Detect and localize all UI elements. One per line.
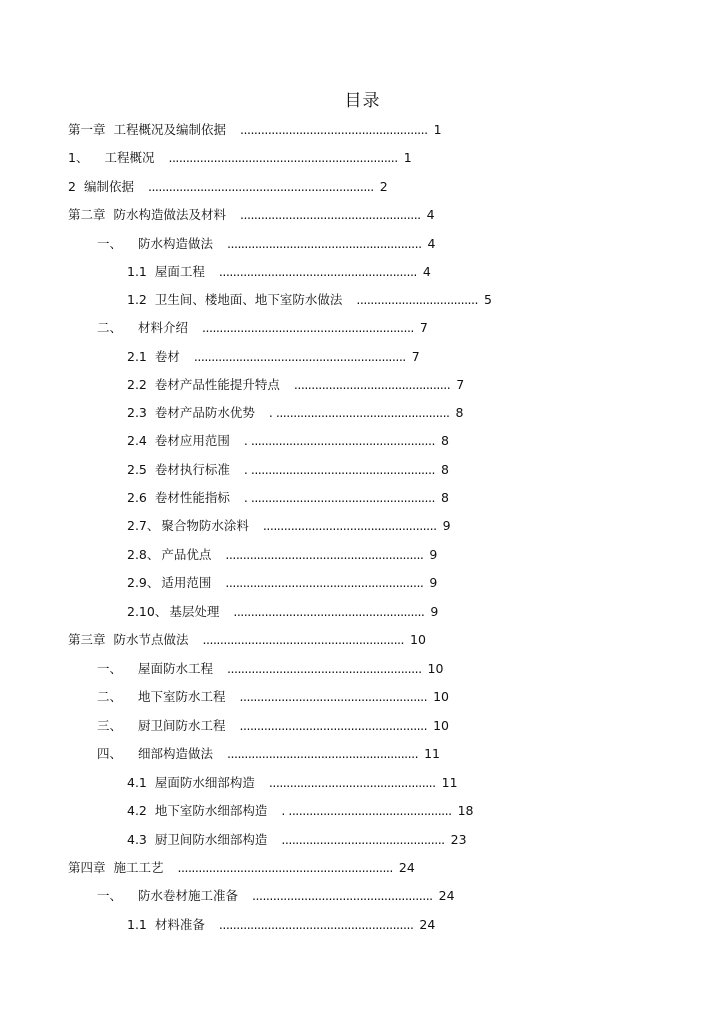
toc-leader-dots: ................................... xyxy=(356,292,478,307)
toc-entry-page: 5 xyxy=(483,292,492,307)
toc-entry-text: 厨卫间防水细部构造 xyxy=(154,832,268,847)
toc-entry-page: 11 xyxy=(424,746,440,761)
toc-entry-text: 施工工艺 xyxy=(113,860,164,875)
toc-entry-text: 工程概况及编制依据 xyxy=(113,122,227,137)
toc-leader-dots: ................................................ xyxy=(268,775,436,790)
toc-entry[interactable] xyxy=(127,518,451,534)
toc-leader-dots: . ..................................................... xyxy=(243,490,435,505)
toc-entry-label: 第四章 xyxy=(68,860,106,875)
toc-entry-text: 卷材产品性能提升特点 xyxy=(154,377,280,392)
toc-leader-dots: ............................................................. xyxy=(193,349,406,364)
toc-entry-label: 2.2 xyxy=(127,377,147,392)
toc-leader-dots: ........................................................ xyxy=(227,236,422,251)
toc-entry-label: 4.1 xyxy=(127,775,147,790)
toc-leader-dots: ....................................................... xyxy=(233,604,425,619)
toc-entry-text: 防水构造做法 xyxy=(138,236,214,251)
toc-entry[interactable] xyxy=(127,917,435,933)
toc-entry-label: 2.8、 xyxy=(127,547,160,562)
toc-entry-label: 第一章 xyxy=(68,122,106,137)
toc-entry-text: 卷材应用范围 xyxy=(154,433,230,448)
toc-entry[interactable] xyxy=(68,207,435,223)
toc-entry-page: 24 xyxy=(398,860,415,875)
toc-leader-dots: ......................................................... xyxy=(225,547,424,562)
toc-entry[interactable] xyxy=(97,718,449,734)
toc-entry-label: 2.5 xyxy=(127,462,147,477)
toc-leader-dots: ...................................................... xyxy=(239,689,428,704)
toc-entry-page: 11 xyxy=(441,775,458,790)
toc-entry[interactable] xyxy=(68,860,415,876)
toc-entry-text: 地下室防水细部构造 xyxy=(154,803,268,818)
toc-entry[interactable] xyxy=(97,689,449,705)
toc-entry-page: 10 xyxy=(427,661,444,676)
toc-entry-label: 1.1 xyxy=(127,264,147,279)
toc-entry[interactable] xyxy=(97,746,440,762)
toc-entry-label: 一、 xyxy=(97,888,123,903)
toc-entry-label: 2.10、 xyxy=(127,604,168,619)
toc-entry-text: 产品优点 xyxy=(161,547,212,562)
toc-entry-text: 适用范围 xyxy=(161,575,212,590)
page-title: 目录 xyxy=(344,91,381,111)
toc-entry-label: 三、 xyxy=(97,718,123,733)
toc-entry[interactable] xyxy=(97,888,455,904)
toc-leader-dots: .................................................................. xyxy=(168,150,398,165)
toc-entry-text: 屋面防水细部构造 xyxy=(154,775,255,790)
toc-entry-page: 10 xyxy=(410,632,426,647)
toc-leader-dots: .............................................................. xyxy=(177,860,393,875)
toc-entry-label: 2.9、 xyxy=(127,575,160,590)
toc-entry[interactable] xyxy=(127,490,449,506)
toc-entry-label: 一、 xyxy=(97,236,123,251)
toc-entry-text: 卷材产品防水优势 xyxy=(154,405,255,420)
toc-leader-dots: ...................................................... xyxy=(239,718,428,733)
toc-entry-text: 屋面工程 xyxy=(154,264,205,279)
toc-leader-dots: ...................................................... xyxy=(240,122,428,137)
toc-leader-dots: ............................................................. xyxy=(202,320,414,335)
toc-entry-label: 1.1 xyxy=(127,917,147,932)
toc-leader-dots: ................................................................. xyxy=(147,179,374,194)
toc-entry-label: 1、 xyxy=(68,150,89,165)
toc-entry-page: 8 xyxy=(440,433,449,448)
toc-entry[interactable] xyxy=(127,547,437,563)
toc-entry[interactable] xyxy=(127,803,474,819)
toc-entry-page: 7 xyxy=(419,320,428,335)
toc-entry-page: 24 xyxy=(438,888,455,903)
toc-entry-page: 7 xyxy=(411,349,420,364)
toc-leader-dots: . ..................................................... xyxy=(243,433,435,448)
toc-entry[interactable] xyxy=(127,775,458,791)
toc-entry-text: 卷材 xyxy=(154,349,180,364)
toc-entry-text: 工程概况 xyxy=(104,150,155,165)
toc-entry-page: 9 xyxy=(429,575,438,590)
toc-leader-dots: ........................................................ xyxy=(218,917,414,932)
toc-entry-label: 2.6 xyxy=(127,490,147,505)
toc-entry-text: 基层处理 xyxy=(169,604,220,619)
toc-leader-dots: .......................................................... xyxy=(202,632,404,647)
toc-entry[interactable] xyxy=(127,292,492,308)
toc-entry[interactable] xyxy=(97,320,428,336)
toc-leader-dots: ............................................... xyxy=(281,832,445,847)
toc-entry-page: 10 xyxy=(433,689,450,704)
toc-entry-page: 10 xyxy=(433,718,450,733)
toc-entry-page: 8 xyxy=(440,462,449,477)
toc-entry-text: 编制依据 xyxy=(83,179,134,194)
toc-entry-text: 材料介绍 xyxy=(138,320,189,335)
toc-entry-label: 2.7、 xyxy=(127,518,160,533)
toc-entry-page: 8 xyxy=(440,490,449,505)
toc-entry-label: 1.2 xyxy=(127,292,147,307)
toc-entry-page: 4 xyxy=(426,207,435,222)
toc-entry-page: 9 xyxy=(442,518,451,533)
toc-entry-text: 细部构造做法 xyxy=(138,746,214,761)
toc-entry-page: 24 xyxy=(419,917,436,932)
toc-entry-text: 屋面防水工程 xyxy=(138,661,214,676)
toc-entry-label: 4.2 xyxy=(127,803,147,818)
toc-entry[interactable] xyxy=(68,179,388,195)
toc-entry-label: 四、 xyxy=(97,746,123,761)
toc-entry-label: 二、 xyxy=(97,320,123,335)
toc-leader-dots: ............................................. xyxy=(293,377,451,392)
toc-entry-page: 23 xyxy=(450,832,467,847)
toc-entry[interactable] xyxy=(127,832,467,848)
toc-entry-page: 4 xyxy=(427,236,436,251)
toc-entry-page: 1 xyxy=(433,122,442,137)
toc-leader-dots: ......................................................... xyxy=(225,575,424,590)
toc-entry-text: 厨卫间防水工程 xyxy=(138,718,226,733)
toc-entry-label: 第三章 xyxy=(68,632,106,647)
toc-leader-dots: . .................................................. xyxy=(268,405,450,420)
toc-entry[interactable] xyxy=(127,433,449,449)
toc-entry-page: 7 xyxy=(456,377,465,392)
toc-leader-dots: ....................................................... xyxy=(227,746,419,761)
toc-entry[interactable] xyxy=(127,264,431,280)
toc-leader-dots: .................................................. xyxy=(262,518,437,533)
toc-leader-dots: ........................................................ xyxy=(227,661,422,676)
toc-entry[interactable] xyxy=(127,349,420,365)
toc-entry-label: 第二章 xyxy=(68,207,106,222)
toc-entry-page: 4 xyxy=(422,264,431,279)
toc-leader-dots: .................................................... xyxy=(240,207,421,222)
toc-entry-label: 二、 xyxy=(97,689,123,704)
toc-leader-dots: .................................................... xyxy=(252,888,433,903)
toc-entry-page: 18 xyxy=(457,803,474,818)
toc-entry-text: 卷材执行标准 xyxy=(154,462,230,477)
toc-entry[interactable] xyxy=(127,462,449,478)
toc-entry[interactable] xyxy=(127,575,437,591)
toc-entry[interactable] xyxy=(127,405,463,421)
toc-entry-text: 卫生间、楼地面、地下室防水做法 xyxy=(154,292,343,307)
toc-entry-label: 一、 xyxy=(97,661,123,676)
toc-entry-page: 9 xyxy=(429,547,438,562)
toc-entry-page: 2 xyxy=(379,179,388,194)
toc-entry-page: 9 xyxy=(430,604,439,619)
toc-entry-text: 防水构造做法及材料 xyxy=(113,207,227,222)
toc-entry-text: 防水卷材施工准备 xyxy=(138,888,239,903)
toc-entry[interactable] xyxy=(127,377,464,393)
toc-leader-dots: . ............................................... xyxy=(281,803,452,818)
toc-entry-label: 2.3 xyxy=(127,405,147,420)
toc-entry-page: 1 xyxy=(403,150,412,165)
toc-entry[interactable] xyxy=(127,604,438,620)
toc-entry-page: 8 xyxy=(455,405,464,420)
toc-entry[interactable] xyxy=(68,150,412,166)
toc-entry-label: 2.1 xyxy=(127,349,147,364)
toc-entry[interactable] xyxy=(68,632,426,648)
toc-entry-text: 卷材性能指标 xyxy=(154,490,230,505)
toc-entry-label: 2 xyxy=(68,179,76,194)
toc-entry-label: 2.4 xyxy=(127,433,147,448)
toc-leader-dots: ......................................................... xyxy=(218,264,417,279)
toc-entry-text: 聚合物防水涂料 xyxy=(161,518,249,533)
toc-entry-text: 防水节点做法 xyxy=(113,632,189,647)
toc-entry[interactable] xyxy=(97,661,443,677)
toc-entry-text: 地下室防水工程 xyxy=(138,689,226,704)
toc-entry-text: 材料准备 xyxy=(154,917,205,932)
toc-entry-label: 4.3 xyxy=(127,832,147,847)
toc-leader-dots: . ..................................................... xyxy=(243,462,435,477)
toc-entry[interactable] xyxy=(68,122,442,138)
toc-entry[interactable] xyxy=(97,236,436,252)
